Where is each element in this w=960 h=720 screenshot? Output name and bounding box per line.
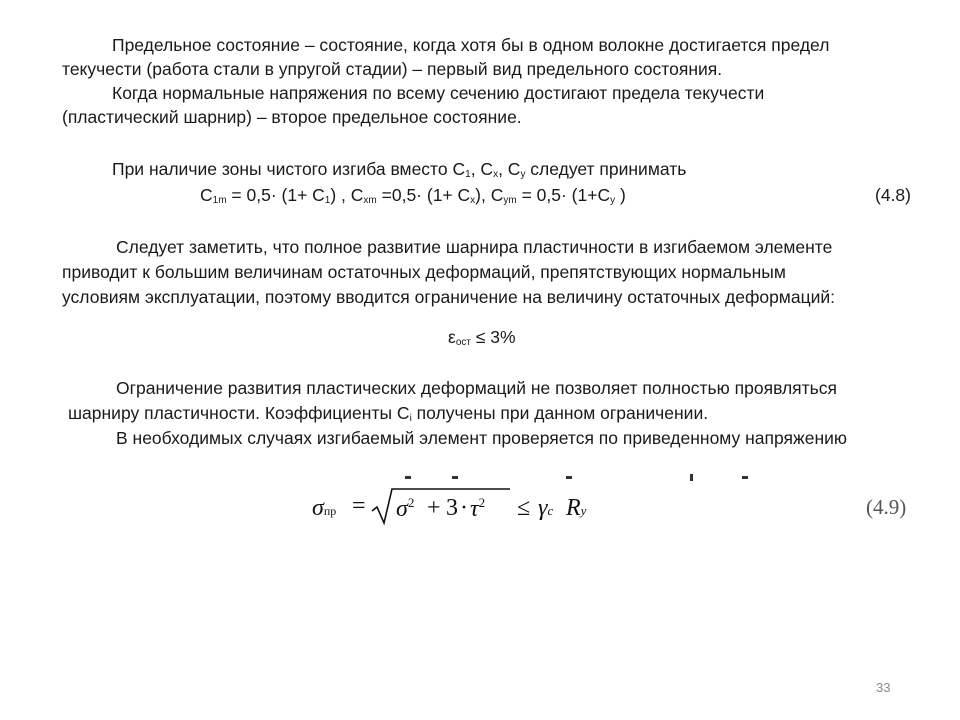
f48-c1m-sub: 1m <box>212 195 227 206</box>
f48-cym-sub: ym <box>503 195 517 206</box>
para5-line1: Ограничение развития пластических деформаций не позволяет полностью проявляться <box>116 378 838 398</box>
para5-text-b: получены при данном ограничении. <box>411 403 709 423</box>
para1-line2: текучести (работа стали в упругой стадии) – первый вид предельного состояния. <box>62 59 723 79</box>
f48-part1: = 0,5· (1+ С <box>226 185 325 205</box>
f48-cx-sub: x <box>470 195 476 206</box>
f49-sigma-sub: пр <box>323 504 337 518</box>
f48-part3: =0,5· (1+ С <box>376 185 471 205</box>
formula-4-8-number: (4.8) <box>875 185 911 205</box>
artifact-mark <box>690 474 693 481</box>
f49-gamma: γ <box>538 495 548 521</box>
para5-line2 <box>68 402 708 430</box>
f49-exp1: 2 <box>407 495 415 510</box>
para3-sub-y: y <box>520 169 526 180</box>
f49-equals: = <box>352 493 366 519</box>
f48-cy-sub: y <box>610 195 616 206</box>
f49-R: R <box>566 495 581 521</box>
epsilon-rest: ≤ 3% <box>470 327 516 347</box>
page-number: 33 <box>876 680 891 695</box>
epsilon-symbol: ε <box>448 327 456 347</box>
f48-part2: ) , С <box>330 185 364 205</box>
artifact-mark <box>742 476 748 479</box>
para3-text-c: , С <box>498 159 521 179</box>
f49-leq: ≤ <box>517 495 531 521</box>
sqrt-sign-icon <box>370 487 512 527</box>
para3-line1 <box>112 158 686 186</box>
artifact-mark <box>566 476 572 479</box>
formula-4-9 <box>300 483 600 543</box>
f48-part4: ), С <box>475 185 504 205</box>
formula-4-8 <box>200 184 626 212</box>
f49-dot: · <box>460 495 468 521</box>
f48-c1m: С <box>200 185 213 205</box>
para1-line1: Предельное состояние – состояние, когда хотя бы в одном волокне достигается предел <box>112 35 830 55</box>
para5-line3: В необходимых случаях изгибаемый элемент проверяется по приведенному напряжению <box>116 428 848 448</box>
f49-R-sub: y <box>580 503 587 518</box>
para3-sub-1: 1 <box>465 169 471 180</box>
f48-part5: = 0,5· (1+С <box>516 185 611 205</box>
para5-sub-i: i <box>409 413 412 424</box>
para5-text-a: шарниру пластичности. Коэффициенты С <box>68 403 410 423</box>
artifact-mark <box>452 476 458 479</box>
f49-exp2: 2 <box>478 495 486 510</box>
f49-three: 3 <box>446 495 458 521</box>
f49-sigma: σ <box>312 495 324 521</box>
para3-sub-x: x <box>493 169 499 180</box>
f48-part6: ) <box>615 185 626 205</box>
epsilon-limit <box>448 326 516 354</box>
para4-line2: приводит к большим величинам остаточных деформаций, препятствующих нормальным <box>62 262 786 282</box>
para3-text-a: При наличие зоны чистого изгиба вместо С <box>112 159 466 179</box>
f49-gamma-sub: c <box>547 503 554 518</box>
para3-text-d: следует принимать <box>525 159 687 179</box>
f49-inner-sigma: σ <box>396 496 408 522</box>
f49-tau: τ <box>470 496 479 522</box>
epsilon-sub: ост <box>455 337 471 348</box>
f48-c1-sub: 1 <box>324 195 331 206</box>
para2-line2: (пластический шарнир) – второе предельное состояние. <box>62 107 522 127</box>
artifact-mark <box>405 476 411 479</box>
para2-line1: Когда нормальные напряжения по всему сечению достигают предела текучести <box>112 83 765 103</box>
para4-line3: условиям эксплуатации, поэтому вводится ограничение на величину остаточных деформаций: <box>62 287 836 307</box>
formula-4-9-number: (4.9) <box>866 495 907 519</box>
para4-line1: Следует заметить, что полное развитие шарнира пластичности в изгибаемом элементе <box>116 237 833 257</box>
para3-text-b: , С <box>470 159 494 179</box>
f49-plus: + <box>427 495 441 521</box>
f48-cxm-sub: xm <box>363 195 377 206</box>
